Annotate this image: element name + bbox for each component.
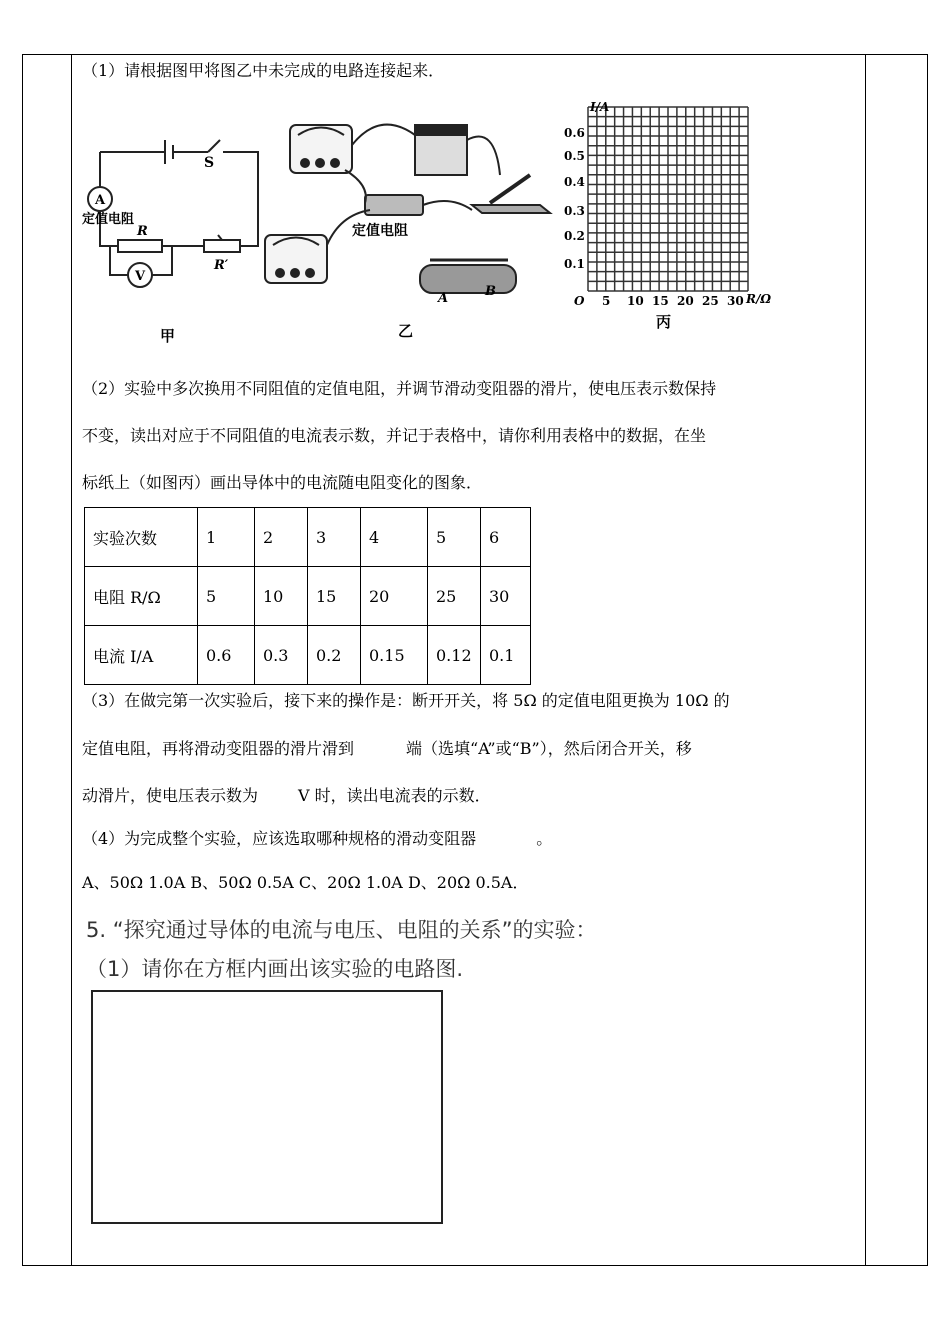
q3-line-3-start: 动滑片，使电压表示数为 [82,786,259,805]
table-cell: 0.3 [255,626,308,685]
figure-yi-apparatus [265,125,550,293]
q3-line-2 [82,736,692,759]
resistor-symbol [118,240,162,252]
q3-line-1: （3）在做完第一次实验后，接下来的操作是：断开开关，将 5Ω 的定值电阻更换为 10Ω 的 [82,691,730,710]
apparatus-fixed-resistor-label: 定值电阻 [352,223,408,239]
grid-y-tick-label: 0.2 [564,229,585,243]
table-cell: 0.6 [198,626,255,685]
q5-title: 5. “探究通过导体的电流与电压、电阻的关系”的实验： [86,918,597,942]
rheostat-end-b-label: B [485,284,496,299]
figure-bing-caption: 丙 [656,313,672,331]
table-cell: 5 [198,567,255,626]
grid-y-ticks [564,126,585,271]
table-cell: 6 [481,508,531,567]
q1-text: （1）请根据图甲将图乙中未完成的电路连接起来． [82,61,445,80]
rheostat-device [420,265,516,293]
table-cell: 25 [428,567,481,626]
grid-x-ticks [602,294,744,308]
table-cell: 3 [308,508,361,567]
q3-line-2-end: 端（选填“A”或“B”），然后闭合开关，移 [406,739,692,758]
table-cell: 0.1 [481,626,531,685]
grid-x-tick-label: 25 [702,294,719,308]
table-cell: 10 [255,567,308,626]
table-row [85,508,531,567]
grid-x-tick-label: 20 [677,294,694,308]
grid-y-axis-label: I/A [590,100,610,114]
circuit-drawing-box [91,990,443,1224]
figures-panel [80,95,780,345]
fixed-resistor-label: 定值电阻 [82,212,135,227]
table-cell: 30 [481,567,531,626]
grid-y-tick-label: 0.4 [564,175,585,189]
ammeter-label: A [95,193,106,208]
grid-y-tick-label: 0.3 [564,204,585,218]
data-table [84,507,531,685]
row-header: 电阻 R/Ω [85,567,198,626]
figure-yi-caption: 乙 [398,322,414,340]
grid-y-tick-label: 0.6 [564,126,585,140]
grid-x-axis-label: R/Ω [746,292,772,306]
row-header: 实验次数 [85,508,198,567]
table-cell: 0.15 [361,626,428,685]
table-cell: 20 [361,567,428,626]
q4-end: 。 [536,829,553,848]
grid-x-tick-label: 10 [627,294,644,308]
grid-x-tick-label: 5 [602,294,611,308]
rheostat-label: R′ [214,258,229,273]
table-cell: 15 [308,567,361,626]
grid-origin-label: O [574,294,585,308]
q2-line-1: （2）实验中多次换用不同阻值的定值电阻，并调节滑动变阻器的滑片，使电压表示数保持 [82,379,717,398]
grid-x-tick-label: 30 [727,294,744,308]
table-cell: 4 [361,508,428,567]
table-cell: 0.2 [308,626,361,685]
q3-line-3-end: V 时，读出电流表的示数． [298,786,491,805]
table-cell: 5 [428,508,481,567]
switch-label: S [204,155,215,171]
table-row [85,626,531,685]
q4-line-1 [82,826,552,849]
figure-jia-caption: 甲 [160,327,176,345]
resistor-r-label: R [137,224,148,239]
grid-x-tick-label: 15 [652,294,669,308]
right-column-divider [865,54,866,1266]
q2-line-3: 标纸上（如图丙）画出导体中的电流随电阻变化的图象． [82,473,483,492]
q3-line-2-start: 定值电阻，再将滑动变阻器的滑片滑到 [82,739,355,758]
grid-y-tick-label: 0.5 [564,149,585,163]
row-header: 电流 I/A [85,626,198,685]
switch-device [472,205,550,213]
grid-y-tick-label: 0.1 [564,257,585,271]
table-cell: 1 [198,508,255,567]
table-row [85,567,531,626]
rheostat-end-a-label: A [438,291,449,306]
table-cell: 0.12 [428,626,481,685]
table-cell: 2 [255,508,308,567]
rheostat-symbol [204,240,240,252]
q5-sub1: （1）请你在方框内画出该实验的电路图. [86,957,464,981]
q2-line-2: 不变，读出对应于不同阻值的电流表示数，并记于表格中，请你利用表格中的数据，在坐 [82,426,707,445]
fixed-resistor-device [365,195,423,215]
q3-line-3 [82,783,491,806]
voltmeter-label: V [135,269,146,284]
figure-bing-grid [588,107,748,291]
q4-question: （4）为完成整个实验，应该选取哪种规格的滑动变阻器 [82,829,477,848]
left-column-divider [71,54,72,1266]
q4-options: A、50Ω 1.0A B、50Ω 0.5A C、20Ω 1.0A D、20Ω 0.5A． [82,873,529,892]
